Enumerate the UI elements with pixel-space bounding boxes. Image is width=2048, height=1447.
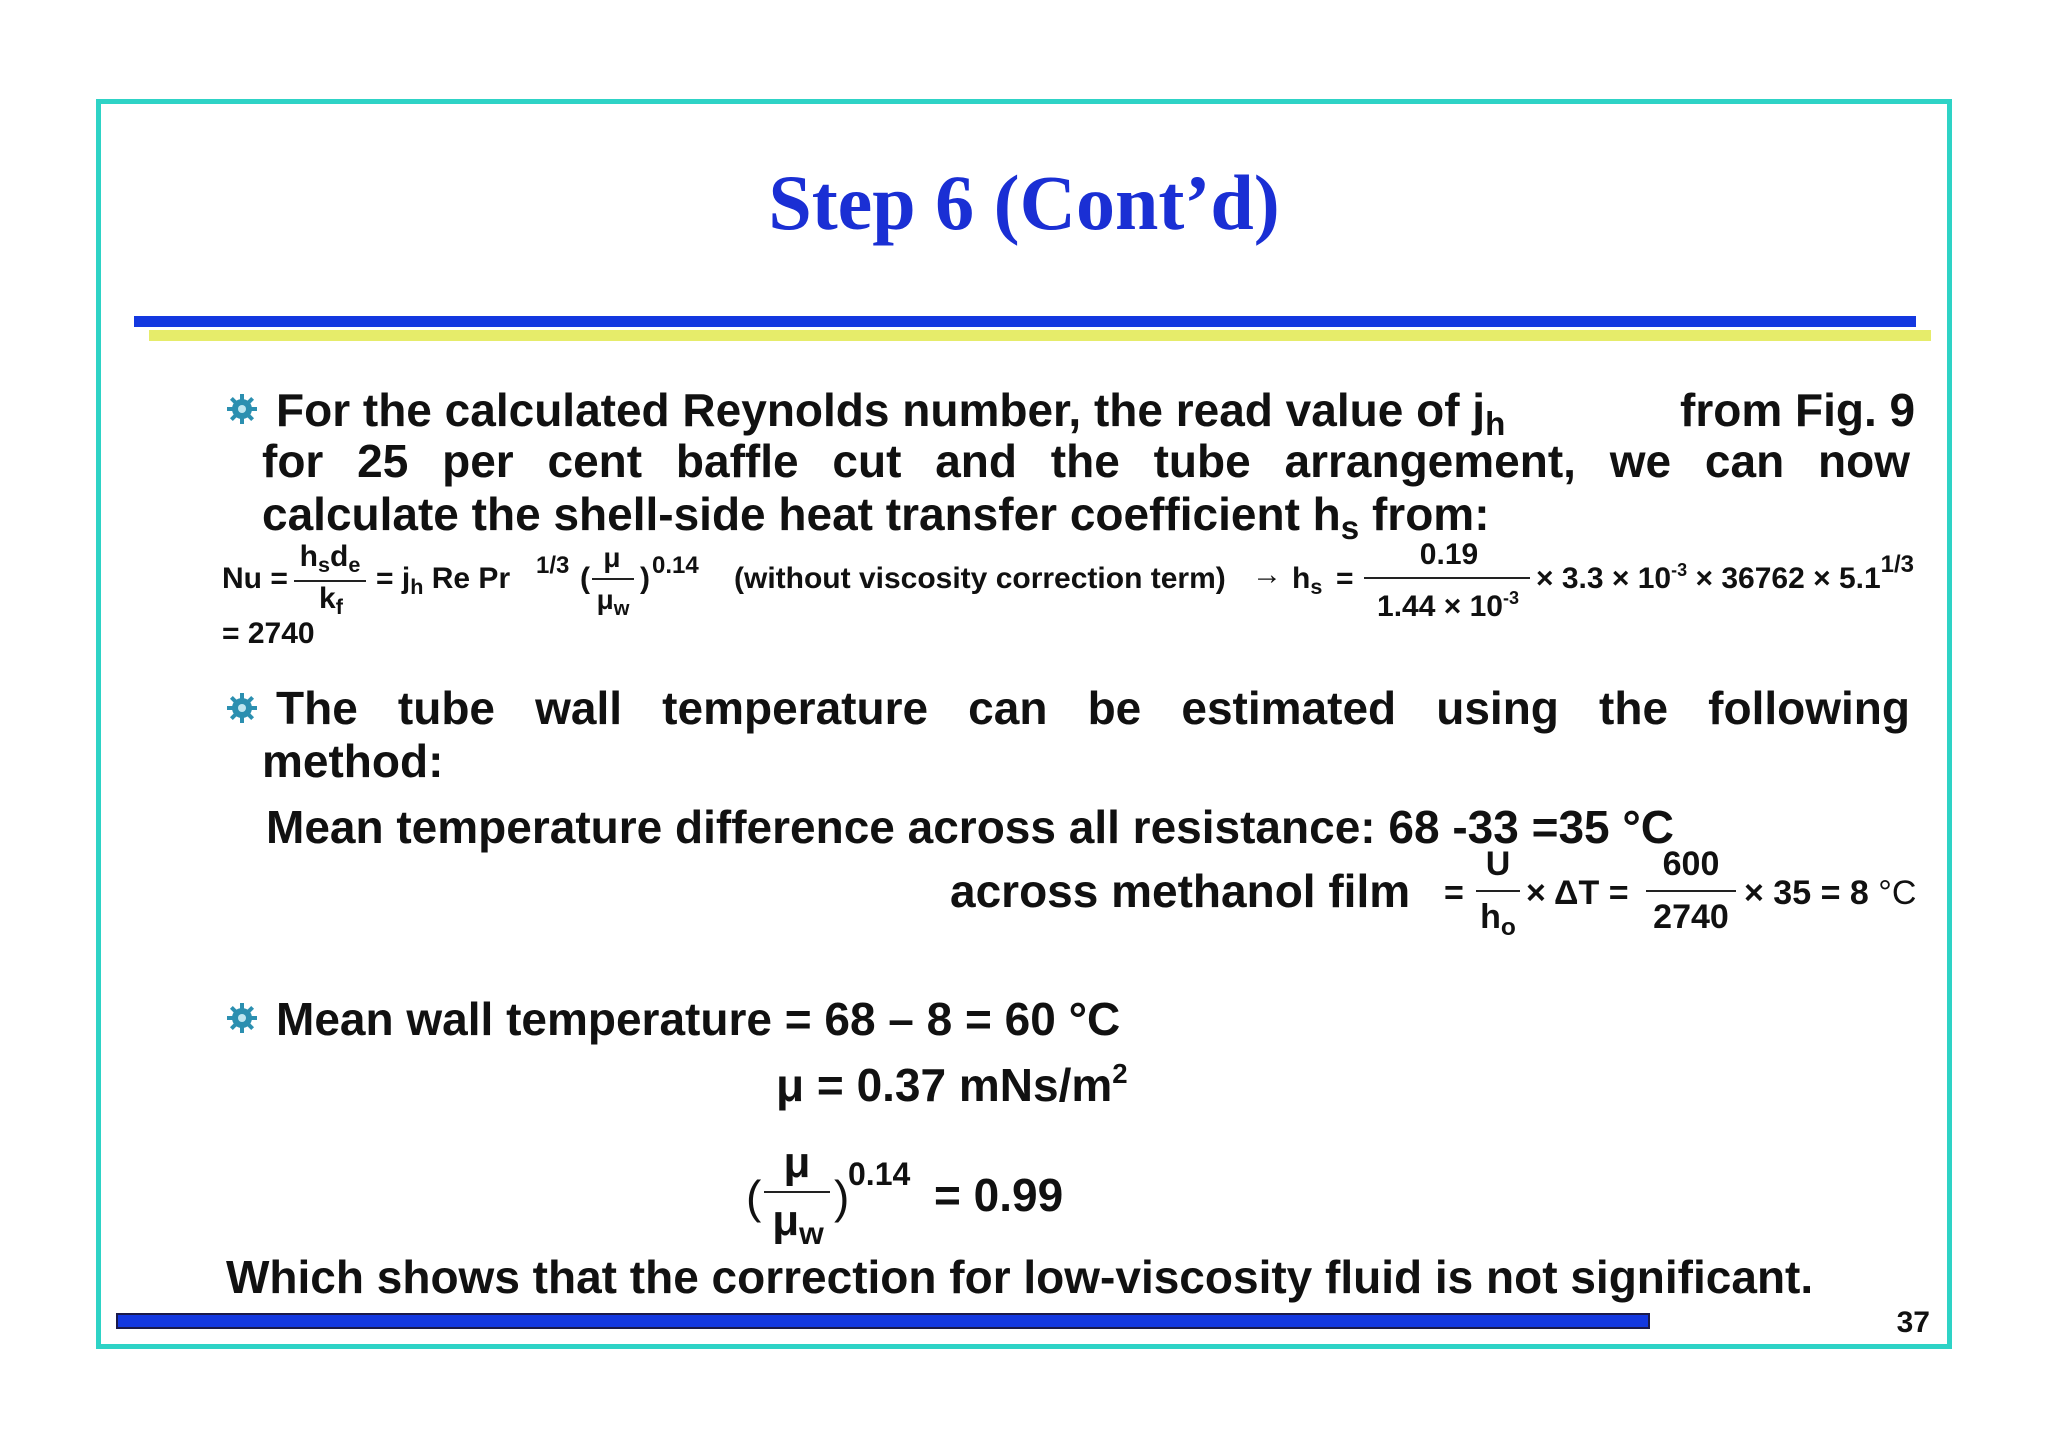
bullet2-line2: method:	[262, 735, 444, 787]
page-number: 37	[1896, 1306, 1930, 1339]
footer-bar	[116, 1313, 1650, 1329]
bullet1-line3: calculate the shell-side heat transfer coefficient $h_s$ from:	[262, 488, 1490, 548]
nu-numerator: $h_sd_e$	[299, 540, 361, 578]
slide-title: Step 6 (Cont’d)	[768, 159, 1280, 246]
nu-denominator: $k_f$	[319, 582, 343, 620]
nu-result: = 2740	[222, 617, 315, 650]
gear-bullet-icon	[226, 692, 258, 724]
mean-wall-temperature: Mean wall temperature = 68 – 8 = 60 °C	[276, 993, 1121, 1045]
title-underline-yellow	[149, 330, 1931, 341]
bullet2-line1: The tube wall temperature can be estimated using the following	[276, 682, 1910, 734]
bullet1-line1-end: from Fig. 9	[1680, 384, 1916, 436]
bullet1-line2: for 25 per cent baffle cut and the tube arrangement, we can now	[262, 435, 1910, 487]
bullet1-line1: For the calculated Reynolds number, the read value of $j_h$	[276, 384, 1506, 444]
conclusion-text: Which shows that the correction for low-viscosity fluid is not significant.	[226, 1251, 1814, 1303]
title-underline-blue	[134, 316, 1916, 327]
viscosity-value: μ = 0.37 mNs/$m^2$	[776, 1058, 1128, 1111]
gear-bullet-icon	[226, 393, 258, 425]
mean-temperature-difference: Mean temperature difference across all resistance: 68 -33 =35 °C	[266, 801, 1675, 853]
gear-bullet-icon	[226, 1002, 258, 1034]
